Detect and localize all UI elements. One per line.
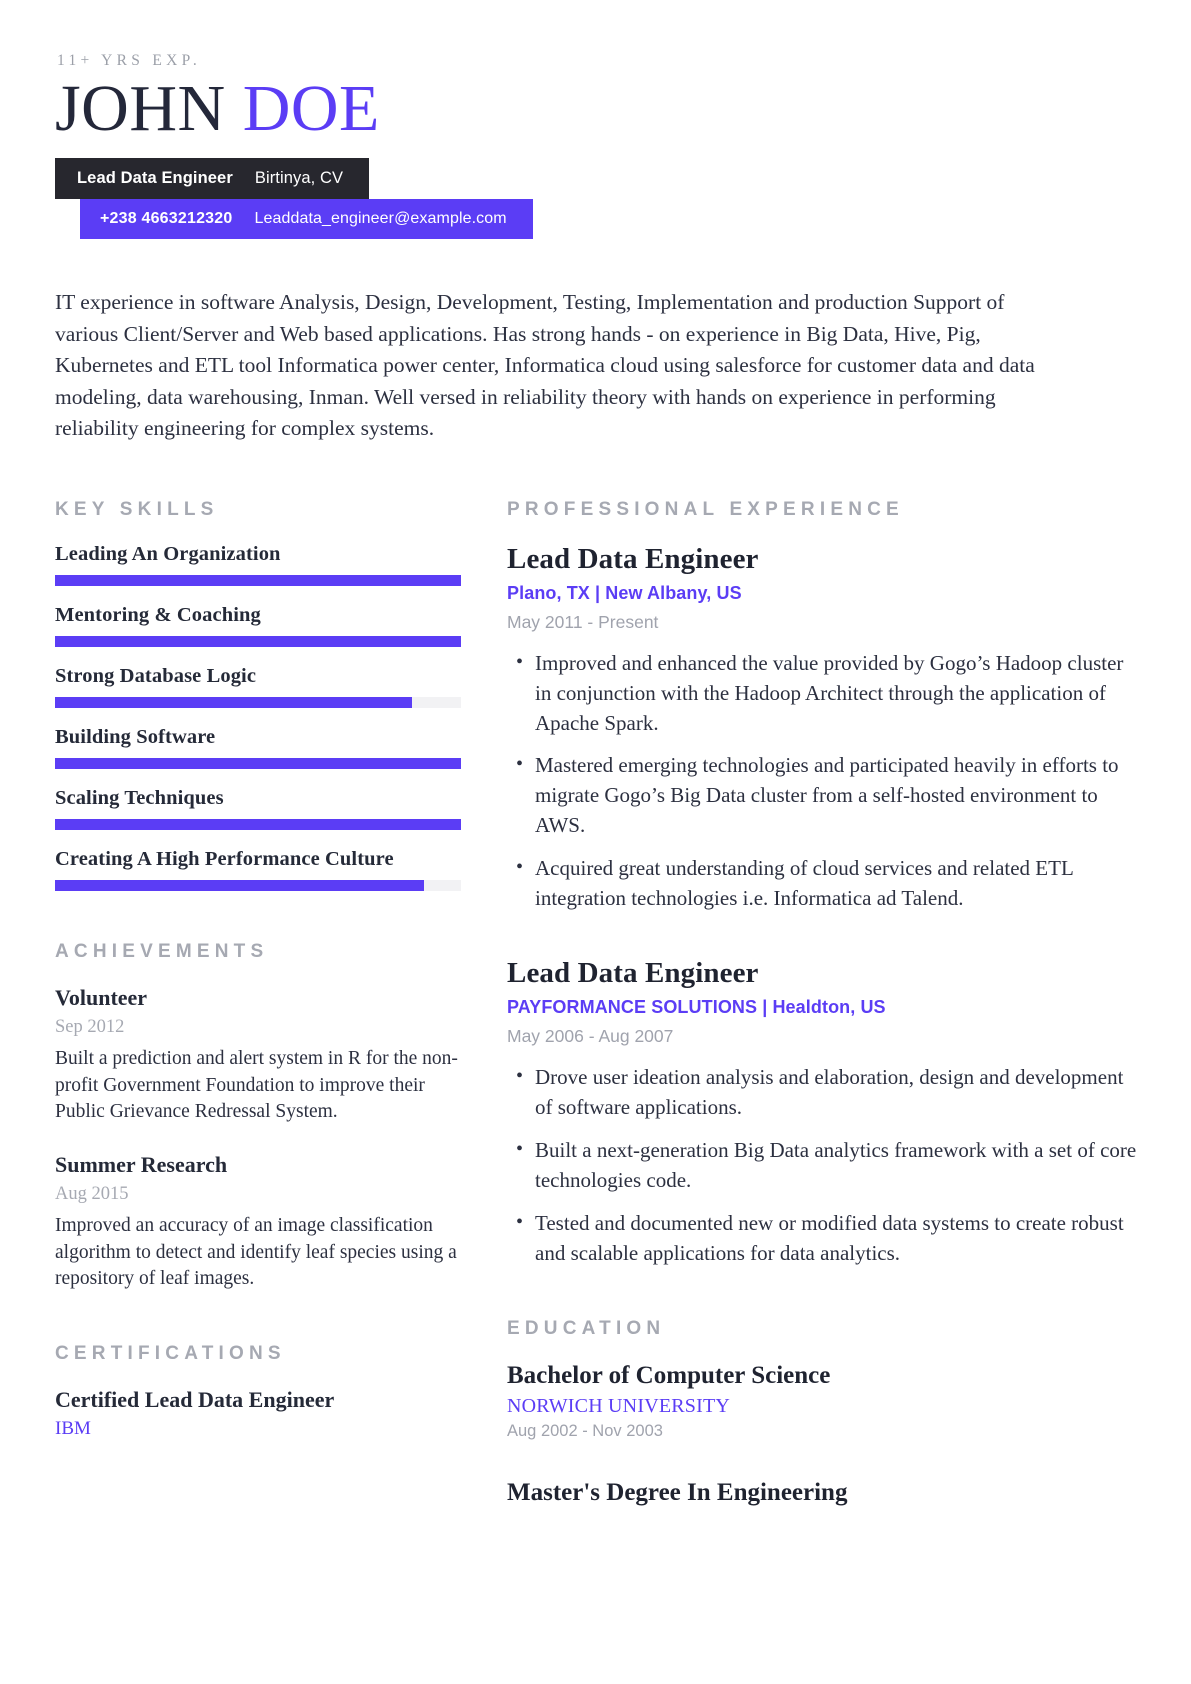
professional-summary: IT experience in software Analysis, Design, Development, Testing, Implementation and production Support of various Client/Server and Web based applications. Has strong hands - on experience in Big Data, Hive, Pig, Kubernetes and ETL tool Informatica power center, Informatica cloud using salesforce for customer data and data modeling, data warehousing, Inman. Well versed in reliability theory with hands on experience in performing reliability engineering for complex systems. [55,290,1035,441]
job-bullet: • Mastered emerging technologies and participated heavily in efforts to migrate Gogo’s Big Data cluster from a self-hosted environment to AWS. [533,751,1141,840]
achievement-date: Aug 2015 [55,1184,129,1205]
job-title: Lead Data Engineer [507,542,759,575]
skill-fill [55,880,424,891]
skill-fill [55,636,461,647]
role-location: Birtinya, CV [254,169,344,187]
email-address[interactable]: Leaddata_engineer@example.com [254,210,507,227]
experience-section [507,499,1141,1268]
skill-fill [55,758,461,769]
experience-item [507,957,1141,1268]
role-title: Lead Data Engineer [77,169,233,187]
skill-label: Mentoring & Coaching [55,603,261,626]
achievement-description: Built a prediction and alert system in R for the non-profit Government Foundation to improve their Public Grievance Redressal System. [55,1047,458,1123]
role-bar [55,158,369,199]
experience-item [507,543,1141,914]
first-name: JOHN [55,72,226,145]
skill-item [55,726,465,769]
contact-bar-row [55,199,1141,239]
achievements-section [55,941,465,1293]
last-name: DOE [242,72,380,145]
skill-fill [55,697,412,708]
skill-item [55,665,465,708]
skill-track [55,575,461,586]
skill-item [55,787,465,830]
skill-label: Strong Database Logic [55,664,257,687]
resume-header [55,52,1141,239]
certifications-heading: CERTIFICATIONS [55,1343,286,1365]
skill-label: Scaling Techniques [55,786,224,809]
achievement-date: Sep 2012 [55,1016,125,1037]
skill-track [55,697,461,708]
phone-number[interactable]: +238 4663212320 [100,210,233,227]
candidate-name [55,72,1141,145]
education-item [507,1362,1141,1441]
job-bullet: • Drove user ideation analysis and elaboration, design and development of software applications. [533,1063,1141,1123]
achievement-item [55,1152,465,1293]
education-heading: EDUCATION [507,1318,666,1340]
contact-bar [80,199,533,239]
certification-title: Certified Lead Data Engineer [55,1387,335,1413]
achievement-title: Summer Research [55,1152,228,1178]
key-skills-heading: KEY SKILLS [55,498,219,520]
achievement-item [55,985,465,1126]
achievements-heading: ACHIEVEMENTS [55,940,269,962]
skill-track [55,880,461,891]
education-school: NORWICH UNIVERSITY [507,1395,731,1418]
achievement-description: Improved an accuracy of an image classification algorithm to detect and identify leaf species using a repository of leaf images. [55,1215,457,1290]
certifications-section [55,1343,465,1440]
skill-label: Creating A High Performance Culture [55,847,394,870]
job-organization: PAYFORMANCE SOLUTIONS | Healdton, US [507,997,886,1018]
job-bullet: • Tested and documented new or modified data systems to create robust and scalable applications for data analytics. [533,1209,1141,1269]
job-bullet: • Acquired great understanding of cloud services and related ETL integration technologies i.e. Informatica ad Talend. [533,854,1141,914]
achievement-title: Volunteer [55,984,148,1010]
skill-track [55,819,461,830]
right-column [507,499,1141,1557]
job-date-range: May 2006 - Aug 2007 [507,1026,674,1047]
job-date-range: May 2011 - Present [507,611,659,632]
certification-item [55,1387,465,1440]
skill-track [55,758,461,769]
left-column [55,499,465,1557]
skill-item [55,848,465,891]
skill-item [55,604,465,647]
job-bullet-list [507,1063,1141,1268]
education-date-range: Aug 2002 - Nov 2003 [507,1422,663,1441]
education-spacer [507,1461,1141,1479]
key-skills-section [55,499,465,891]
skill-fill [55,575,461,586]
job-organization: Plano, TX | New Albany, US [507,582,742,603]
job-title: Lead Data Engineer [507,957,759,990]
education-section [507,1318,1141,1507]
certification-issuer: IBM [55,1418,91,1440]
education-degree: Bachelor of Computer Science [507,1362,831,1390]
skill-track [55,636,461,647]
job-bullet-list [507,649,1141,914]
role-bar-row [55,156,1141,199]
education-item [507,1479,1141,1507]
job-bullet: • Improved and enhanced the value provided by Gogo’s Hadoop cluster in conjunction with the Hadoop Architect through the application of Apache Spark. [533,649,1141,738]
skill-item [55,543,465,586]
skill-label: Building Software [55,725,216,748]
skill-label: Leading An Organization [55,542,281,565]
experience-heading: PROFESSIONAL EXPERIENCE [507,498,904,520]
experience-kicker: 11+ YRS EXP. [57,52,202,69]
job-bullet: • Built a next-generation Big Data analytics framework with a set of core technologies code. [533,1136,1141,1196]
education-degree: Master's Degree In Engineering [507,1479,848,1507]
skill-fill [55,819,461,830]
resume-body [55,499,1141,1557]
